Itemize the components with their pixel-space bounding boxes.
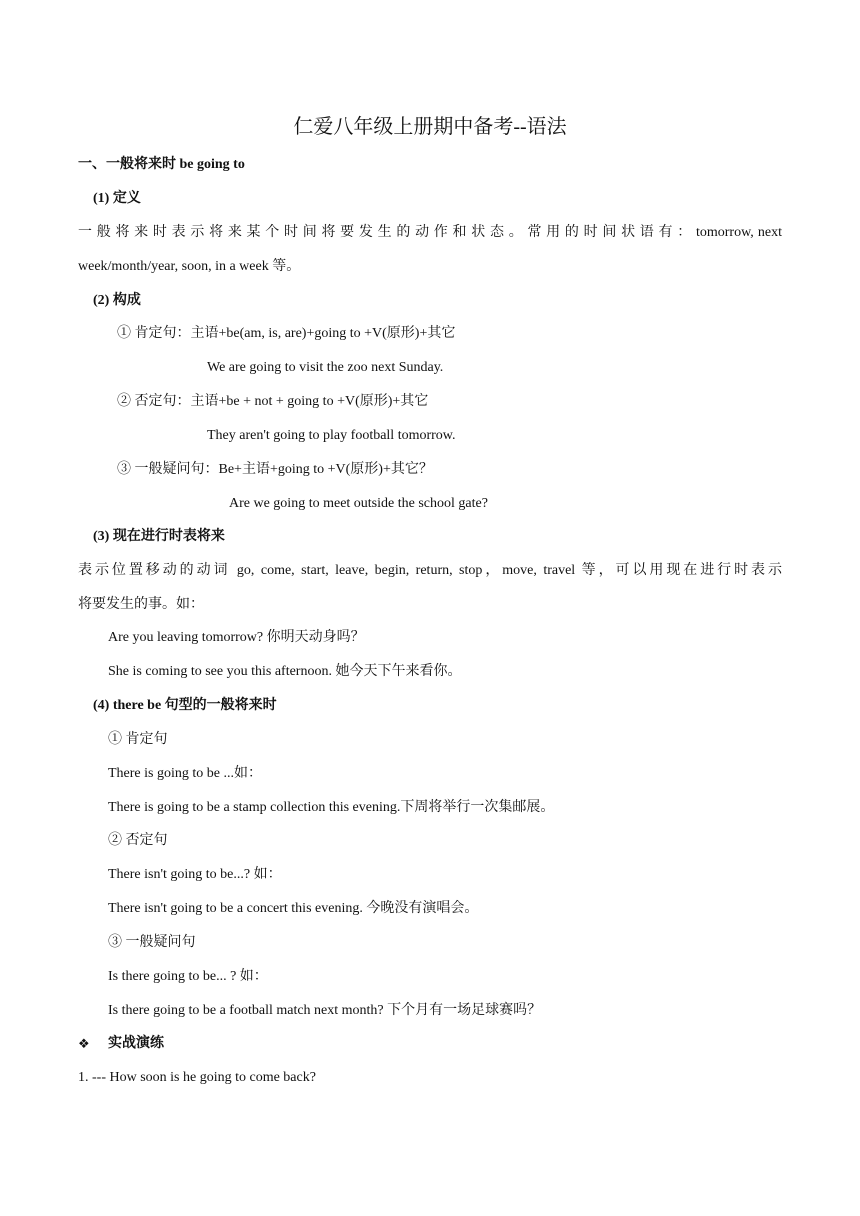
practice-heading-row <box>78 1034 94 1055</box>
example-negative: They aren't going to play football tomorrow. <box>207 428 456 443</box>
subheading-present-continuous: (3) 现在进行时表将来 <box>93 529 225 544</box>
example-affirmative: We are going to visit the zoo next Sunday. <box>207 360 444 375</box>
there-be-question-form: Is there going to be... ? 如： <box>108 969 268 984</box>
there-be-affirmative-example: There is going to be a stamp collection this evening.下周将举行一次集邮展。 <box>108 800 555 815</box>
practice-heading: 实战演练 <box>108 1036 164 1051</box>
definition-line-1: 一 般 将 来 时 表 示 将 来 某 个 时 间 将 要 发 生 的 动 作 和 状 态 。 常 用 的 时 间 状 语 有 ： tomorrow, next <box>78 225 783 240</box>
there-be-question-example: Is there going to be a football match next month? 下个月有一场足球赛吗？ <box>108 1003 542 1018</box>
section-heading-future-tense: 一、一般将来时 be going to <box>78 157 245 172</box>
subheading-definition: (1) 定义 <box>93 191 141 206</box>
there-be-negative-form: There isn't going to be...? 如： <box>108 867 282 882</box>
there-be-affirmative-label: ① 肯定句 <box>108 732 168 747</box>
subheading-structure: (2) 构成 <box>93 293 141 308</box>
rule-negative: ② 否定句：主语+be + not + going to +V(原形)+其它 <box>117 394 429 409</box>
there-be-question-label: ③ 一般疑问句 <box>108 935 196 950</box>
present-continuous-example-2: She is coming to see you this afternoon. 她今天下午来看你。 <box>108 664 462 679</box>
page-title: 仁爱八年级上册期中备考--语法 <box>293 116 567 138</box>
present-continuous-line-2: 将要发生的事。如： <box>78 597 204 612</box>
example-question: Are we going to meet outside the school gate? <box>229 496 488 511</box>
there-be-negative-label: ② 否定句 <box>108 833 168 848</box>
diamond-bullet-icon: ❖ <box>78 1036 90 1051</box>
definition-line-2: week/month/year, soon, in a week 等。 <box>78 259 301 274</box>
subheading-there-be: (4) there be 句型的一般将来时 <box>93 698 277 713</box>
present-continuous-line-1: 表示位置移动的动词 go, come, start, leave, begin, return, stop，move, travel 等，可以用现在进行时表示 <box>78 563 782 578</box>
there-be-negative-example: There isn't going to be a concert this evening. 今晚没有演唱会。 <box>108 901 479 916</box>
rule-question: ③ 一般疑问句：Be+主语+going to +V(原形)+其它？ <box>117 462 433 477</box>
present-continuous-example-1: Are you leaving tomorrow? 你明天动身吗？ <box>108 630 365 645</box>
there-be-affirmative-form: There is going to be ...如： <box>108 766 262 781</box>
rule-affirmative: ① 肯定句：主语+be(am, is, are)+going to +V(原形)+其它 <box>117 326 456 341</box>
practice-question-1: 1. --- How soon is he going to come back? <box>78 1070 316 1085</box>
